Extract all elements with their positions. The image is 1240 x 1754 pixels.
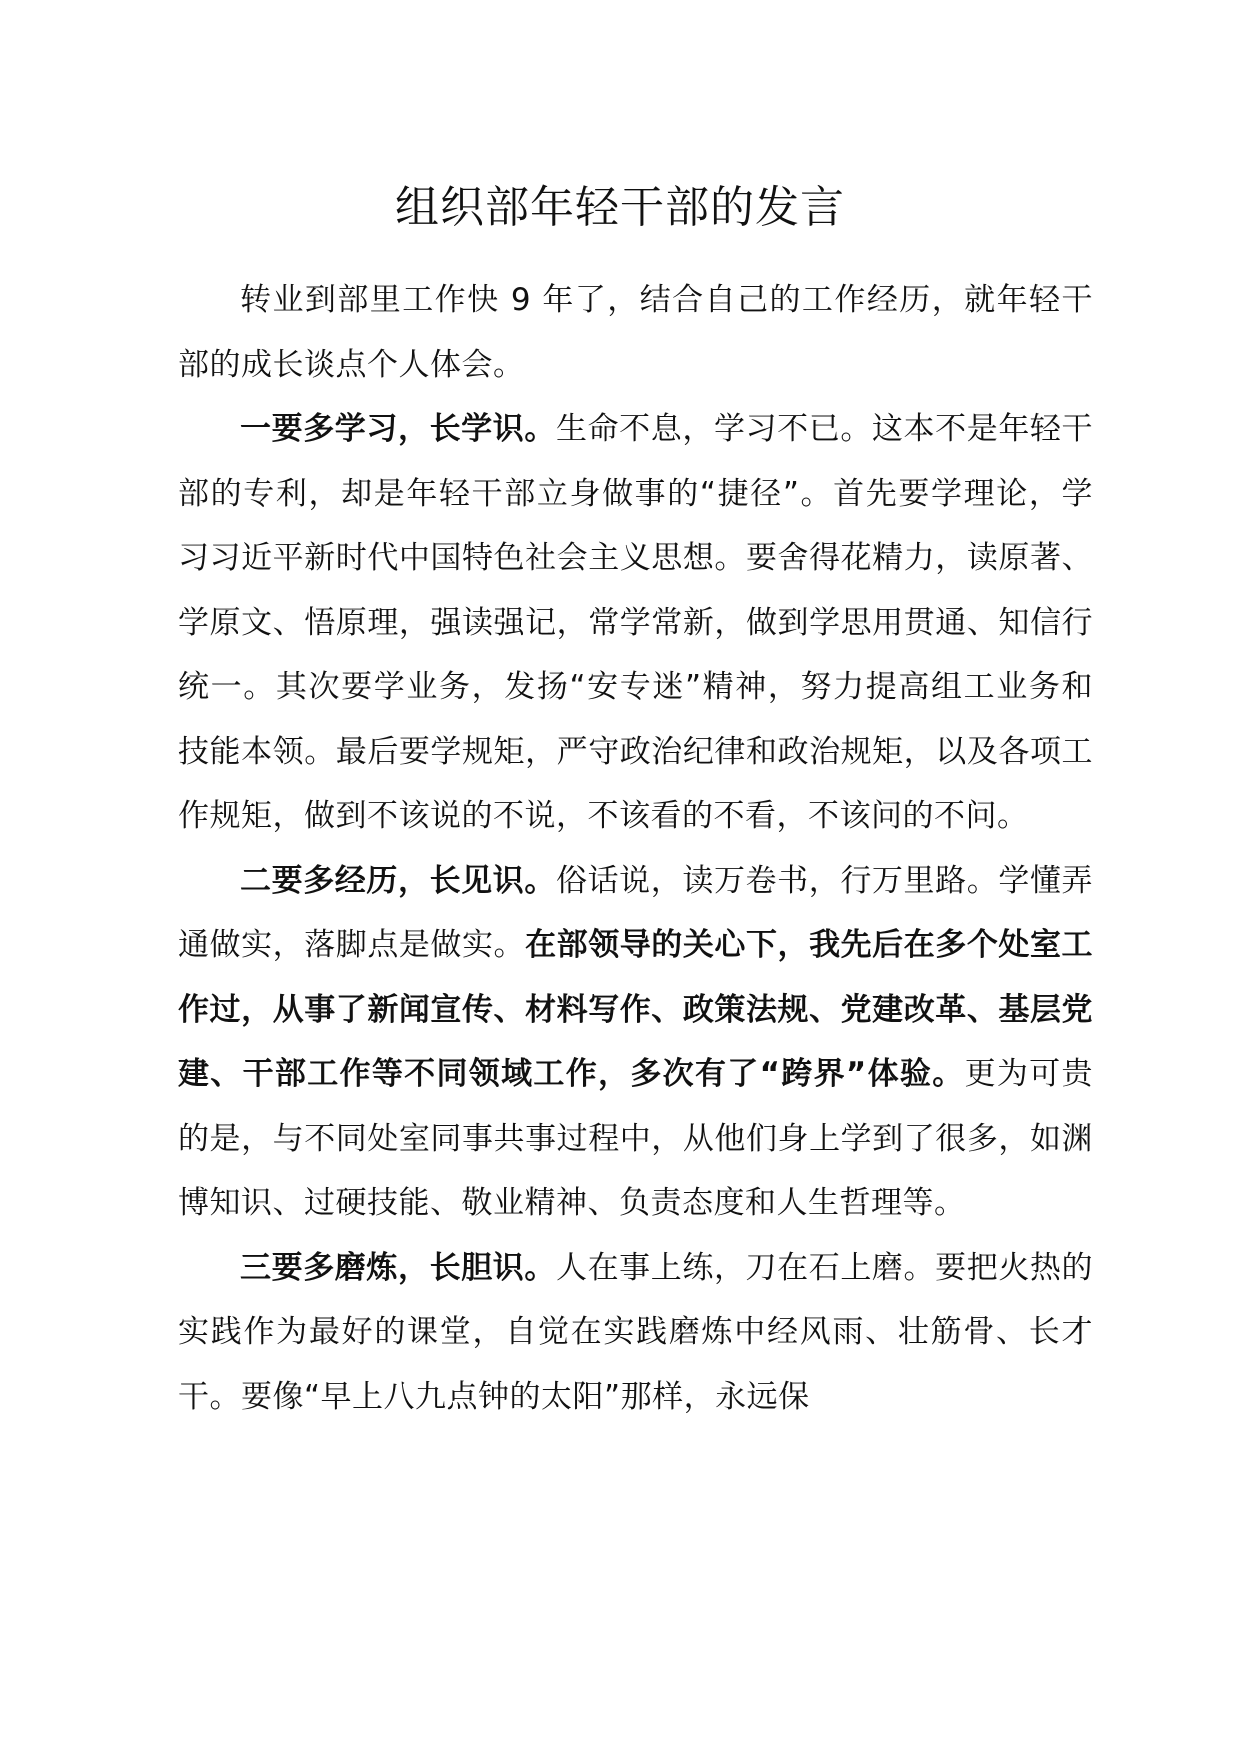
document-title: 组织部年轻干部的发言 xyxy=(395,182,845,233)
paragraph-text: 俗话说，读万卷书，行万里路。学懂弄通做实，落脚点是做实。 xyxy=(178,862,1094,963)
paragraph-text: 转业到部里工作快 9 年了，结合自己的工作经历，就年轻干部的成长谈点个人体会。 xyxy=(178,282,1093,383)
intro-paragraph xyxy=(178,268,1093,397)
section-one-heading: 一要多学习，长学识。 xyxy=(240,411,556,447)
section-three-paragraph xyxy=(178,1236,1093,1430)
paragraph-text: 更为可贵的是，与不同处室同事共事过程中，从他们身上学到了很多，如渊博知识、过硬技能、敬业精神、负责态度和人生哲理等。 xyxy=(178,1056,1093,1221)
section-one-paragraph xyxy=(178,397,1093,849)
paragraph-text: 生命不息，学习不已。这本不是年轻干部的专利，却是年轻干部立身做事的“捷径”。首先要学理论，学习习近平新时代中国特色社会主义思想。要舍得花精力，读原著、学原文、悟原理，强读强记，常学常新，做到学思用贯通、知信行统一。其次要学业务，发扬“安专迷”精神，努力提高组工业务和技能本领。最后要学规矩，严守政治纪律和政治规矩，以及各项工作规矩，做到不该说的不说，不该看的不看，不该问的不问。 xyxy=(178,411,1094,834)
section-three-heading: 三要多磨炼，长胆识。 xyxy=(240,1249,556,1286)
section-two-paragraph xyxy=(178,849,1093,1236)
emphasized-text: 在部领导的关心下，我先后在多个处室工作过，从事了新闻宣传、材料写作、政策法规、党建改革、基层党建、干部工作等不同领域工作，多次有了“跨界”体验。 xyxy=(178,927,1094,1092)
paragraph-text: 人在事上练，刀在石上磨。要把火热的实践作为最好的课堂，自觉在实践磨炼中经风雨、壮筋骨、长才干。要像“早上八九点钟的太阳”那样，永远保 xyxy=(178,1249,1094,1415)
section-two-heading: 二要多经历，长见识。 xyxy=(240,862,556,899)
document-body xyxy=(178,268,1093,1429)
